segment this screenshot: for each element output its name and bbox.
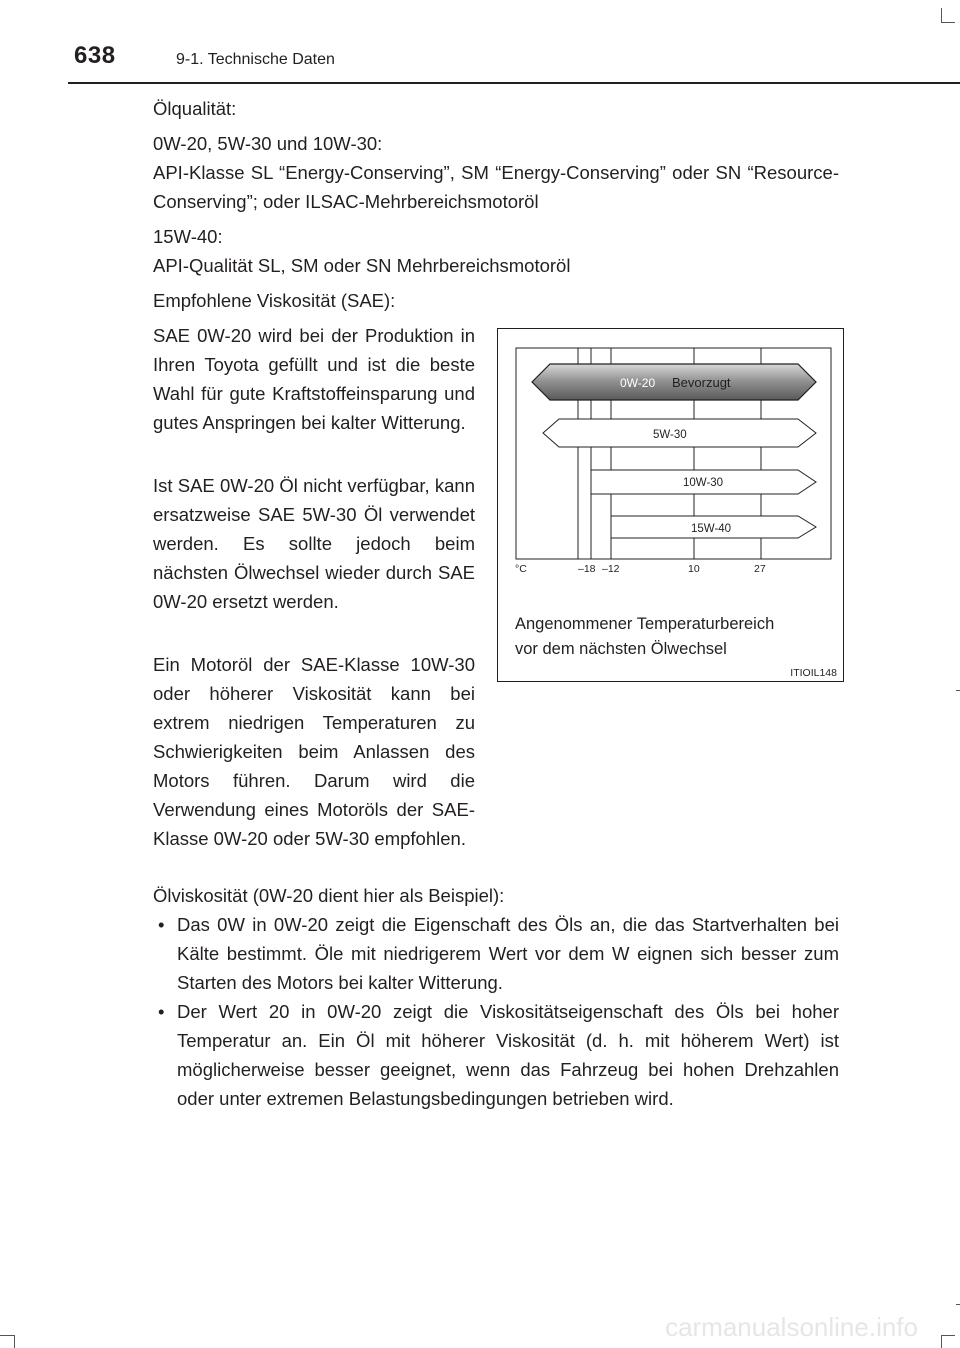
crop-mark (14, 1335, 15, 1348)
caption-line-2: vor dem nächsten Ölwechsel (515, 640, 727, 658)
column-paragraph-1: SAE 0W-20 wird bei der Produktion in Ihren Toyota gefüllt und ist die beste Wahl für gute Kraftstoffeinsparung und gutes Anspringen bei kalter Witterung. (153, 325, 475, 433)
list-item (153, 997, 839, 1113)
viscosity-heading: Empfohlene Viskosität (SAE): (153, 290, 396, 311)
group1-title: 0W-20, 5W-30 und 10W-30: (153, 133, 383, 154)
bar-label-15w-40: 15W-40 (691, 523, 732, 535)
bullet-icon: • (158, 914, 165, 935)
bullet-icon: • (158, 1001, 165, 1022)
header-rule (68, 82, 960, 84)
figure-caption (515, 612, 774, 662)
oil-quality-heading: Ölqualität: (153, 98, 237, 119)
caption-line-1: Angenommener Temperaturbereich (515, 615, 775, 633)
bullet-text: Der Wert 20 in 0W-20 zeigt die Viskositätseigenschaft des Öls bei hoher Temperatur an. Ein Öl mit höherer Viskosität (d. h. mit höherem Wert) ist möglicherweise besser geeignet, wenn das Fahrzeug bei hohen Drehzahlen oder unter extremen Belastungsbedingungen betrieben wird. (177, 1001, 839, 1109)
crop-mark (941, 1335, 942, 1348)
crop-mark (941, 22, 955, 23)
page-number: 638 (74, 42, 116, 69)
unit-label: °C (515, 563, 527, 575)
bar-label-0w-20: 0W-20 (620, 376, 656, 390)
crop-mark (941, 1335, 955, 1336)
group2-title: 15W-40: (153, 226, 223, 247)
bar-label-5w-30: 5W-30 (653, 429, 687, 441)
group1-text: API-Klasse SL “Energy-Conserving”, SM “Energy-Conserving” oder SN “Resource-Conserving”; oder ILSAC-Mehrbereichsmotoröl (153, 162, 839, 212)
tick-label: 27 (754, 563, 766, 575)
example-heading: Ölviskosität (0W-20 dient hier als Beispiel): (153, 885, 505, 906)
bullet-text: Das 0W in 0W-20 zeigt die Eigenschaft des Öls an, die das Startverhalten bei Kälte bestimmt. Öle mit niedrigerem Wert vor dem W eignen sich besser zum Starten des Motors bei kalter Witterung. (177, 914, 839, 993)
group2-text: API-Qualität SL, SM oder SN Mehrbereichsmotoröl (153, 255, 571, 276)
viscosity-figure (497, 328, 844, 682)
crop-mark (956, 690, 960, 691)
figure-code: ITIOIL148 (790, 667, 837, 679)
tick-label: –18 (578, 563, 596, 575)
column-paragraph-3: Ein Motoröl der SAE-Klasse 10W-30 oder höherer Viskosität kann bei extrem niedrigen Temperaturen zu Schwierigkeiten beim Anlassen des Motors führen. Darum wird die Verwendung eines Motoröls der SAE-Klasse 0W-20 oder 5W-30 empfohlen. (153, 654, 475, 849)
tick-label: –12 (602, 563, 620, 575)
crop-mark (956, 1304, 960, 1305)
viscosity-bullet-list (153, 910, 839, 1113)
crop-mark (0, 1335, 14, 1336)
bar-label-10w-30: 10W-30 (683, 477, 724, 489)
list-item (153, 910, 839, 997)
tick-label: 10 (688, 563, 700, 575)
column-paragraph-2: Ist SAE 0W-20 Öl nicht verfügbar, kann ersatzweise SAE 5W-30 Öl verwendet werden. Es sollte jedoch beim nächsten Ölwechsel wieder durch SAE 0W-20 ersetzt werden. (153, 475, 475, 612)
crop-mark (941, 8, 942, 22)
bar-note-0w-20: Bevorzugt (672, 375, 731, 390)
watermark: carmanualsonline.info (665, 1312, 918, 1342)
section-title: 9-1. Technische Daten (176, 51, 335, 68)
